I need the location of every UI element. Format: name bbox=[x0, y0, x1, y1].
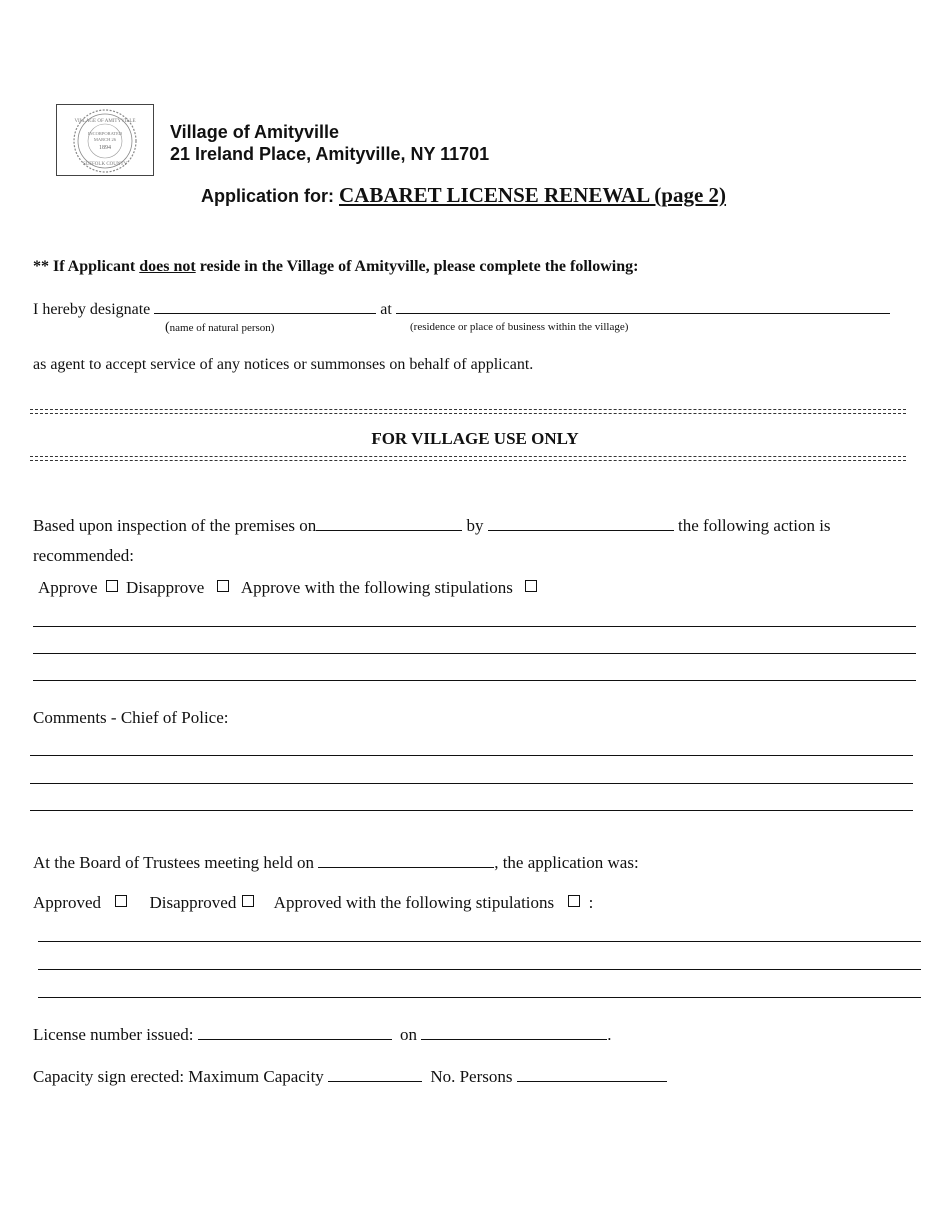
divider-bottom bbox=[30, 456, 906, 461]
seal-bottom-text: SUFFOLK COUNTY bbox=[82, 162, 128, 167]
nonresident-prefix: ** If Applicant bbox=[33, 258, 140, 275]
nonresident-suffix: reside in the Village of Amityville, please complete the following: bbox=[195, 258, 639, 275]
approved-stipulations-colon: : bbox=[588, 893, 594, 912]
disapprove-label: Disapprove bbox=[125, 578, 205, 597]
approve-stipulations-label: Approve with the following stipulations bbox=[240, 578, 513, 597]
board-text-1: At the Board of Trustees meeting held on bbox=[33, 853, 314, 872]
police-comment-line-1[interactable] bbox=[30, 755, 913, 756]
max-capacity-field[interactable] bbox=[328, 1065, 422, 1082]
stipulation-line-1[interactable] bbox=[33, 626, 916, 627]
police-comment-line-2[interactable] bbox=[30, 783, 913, 784]
inspection-text-2: the following action is bbox=[678, 516, 831, 535]
board-stipulation-line-3[interactable] bbox=[38, 997, 921, 998]
board-stipulation-line-2[interactable] bbox=[38, 969, 921, 970]
agent-address-field[interactable] bbox=[396, 297, 890, 314]
approve-stipulations-checkbox[interactable] bbox=[525, 580, 537, 592]
inspection-text-1: Based upon inspection of the premises on bbox=[33, 516, 317, 535]
village-seal bbox=[56, 104, 154, 176]
license-on-label: on bbox=[400, 1025, 418, 1044]
village-seal-icon bbox=[69, 108, 141, 174]
recommendation-options bbox=[38, 578, 541, 598]
application-title-line bbox=[201, 183, 726, 208]
board-stipulation-line-1[interactable] bbox=[38, 941, 921, 942]
disapproved-label: Disapproved bbox=[149, 893, 237, 912]
agent-name-caption-paren: ( bbox=[165, 320, 170, 335]
license-date-field[interactable] bbox=[421, 1023, 607, 1040]
approved-stipulations-checkbox[interactable] bbox=[568, 895, 580, 907]
application-for-label: Application for: bbox=[201, 186, 339, 206]
divider-top bbox=[30, 409, 906, 414]
agent-name-caption bbox=[165, 318, 274, 336]
org-address: 21 Ireland Place, Amityville, NY 11701 bbox=[170, 144, 490, 164]
capacity-label: Capacity sign erected: Maximum Capacity bbox=[33, 1067, 324, 1086]
stipulation-line-3[interactable] bbox=[33, 680, 916, 681]
license-end: . bbox=[607, 1025, 612, 1044]
approve-checkbox[interactable] bbox=[106, 580, 118, 592]
police-comments-label: Comments - Chief of Police: bbox=[33, 708, 229, 727]
inspection-date-field[interactable] bbox=[316, 514, 462, 531]
inspector-field[interactable] bbox=[488, 514, 674, 531]
village-use-heading: FOR VILLAGE USE ONLY bbox=[371, 429, 579, 448]
persons-label: No. Persons bbox=[430, 1067, 513, 1086]
stipulation-line-2[interactable] bbox=[33, 653, 916, 654]
agent-statement: as agent to accept service of any notices or summonses on behalf of applicant. bbox=[33, 356, 534, 373]
inspection-text-3: recommended: bbox=[33, 546, 135, 565]
license-number-field[interactable] bbox=[198, 1023, 392, 1040]
capacity-line bbox=[33, 1065, 667, 1087]
inspection-by: by bbox=[466, 516, 484, 535]
inspection-line bbox=[33, 514, 831, 536]
board-decision-options bbox=[33, 893, 593, 913]
approved-label: Approved bbox=[33, 893, 101, 912]
org-name: Village of Amityville bbox=[170, 122, 340, 142]
disapproved-checkbox[interactable] bbox=[242, 895, 254, 907]
at-label: at bbox=[380, 301, 392, 318]
designate-line bbox=[33, 297, 890, 319]
agent-name-caption-text: name of natural person) bbox=[169, 322, 275, 334]
license-line bbox=[33, 1023, 612, 1045]
disapprove-checkbox[interactable] bbox=[217, 580, 229, 592]
seal-top-text: VILLAGE OF AMITYVILLE bbox=[74, 119, 136, 124]
license-label: License number issued: bbox=[33, 1025, 194, 1044]
nonresident-instruction bbox=[33, 258, 638, 276]
persons-field[interactable] bbox=[517, 1065, 667, 1082]
application-title: CABARET LICENSE RENEWAL (page 2) bbox=[339, 183, 727, 207]
designate-label: I hereby designate bbox=[33, 301, 151, 318]
approved-stipulations-label: Approved with the following stipulations bbox=[273, 893, 555, 912]
seal-line1: INCORPORATED bbox=[87, 131, 123, 136]
agent-address-caption: (residence or place of business within the village) bbox=[410, 321, 629, 333]
agent-name-field[interactable] bbox=[154, 297, 376, 314]
board-meeting-line bbox=[33, 851, 639, 873]
approved-checkbox[interactable] bbox=[115, 895, 127, 907]
seal-year: 1894 bbox=[99, 145, 111, 151]
police-comment-line-3[interactable] bbox=[30, 810, 913, 811]
seal-line2: MARCH 26 bbox=[93, 137, 117, 142]
board-text-2: , the application was: bbox=[494, 853, 639, 872]
approve-label: Approve bbox=[38, 578, 98, 597]
board-meeting-date-field[interactable] bbox=[318, 851, 494, 868]
nonresident-emphasis: does not bbox=[139, 258, 196, 275]
